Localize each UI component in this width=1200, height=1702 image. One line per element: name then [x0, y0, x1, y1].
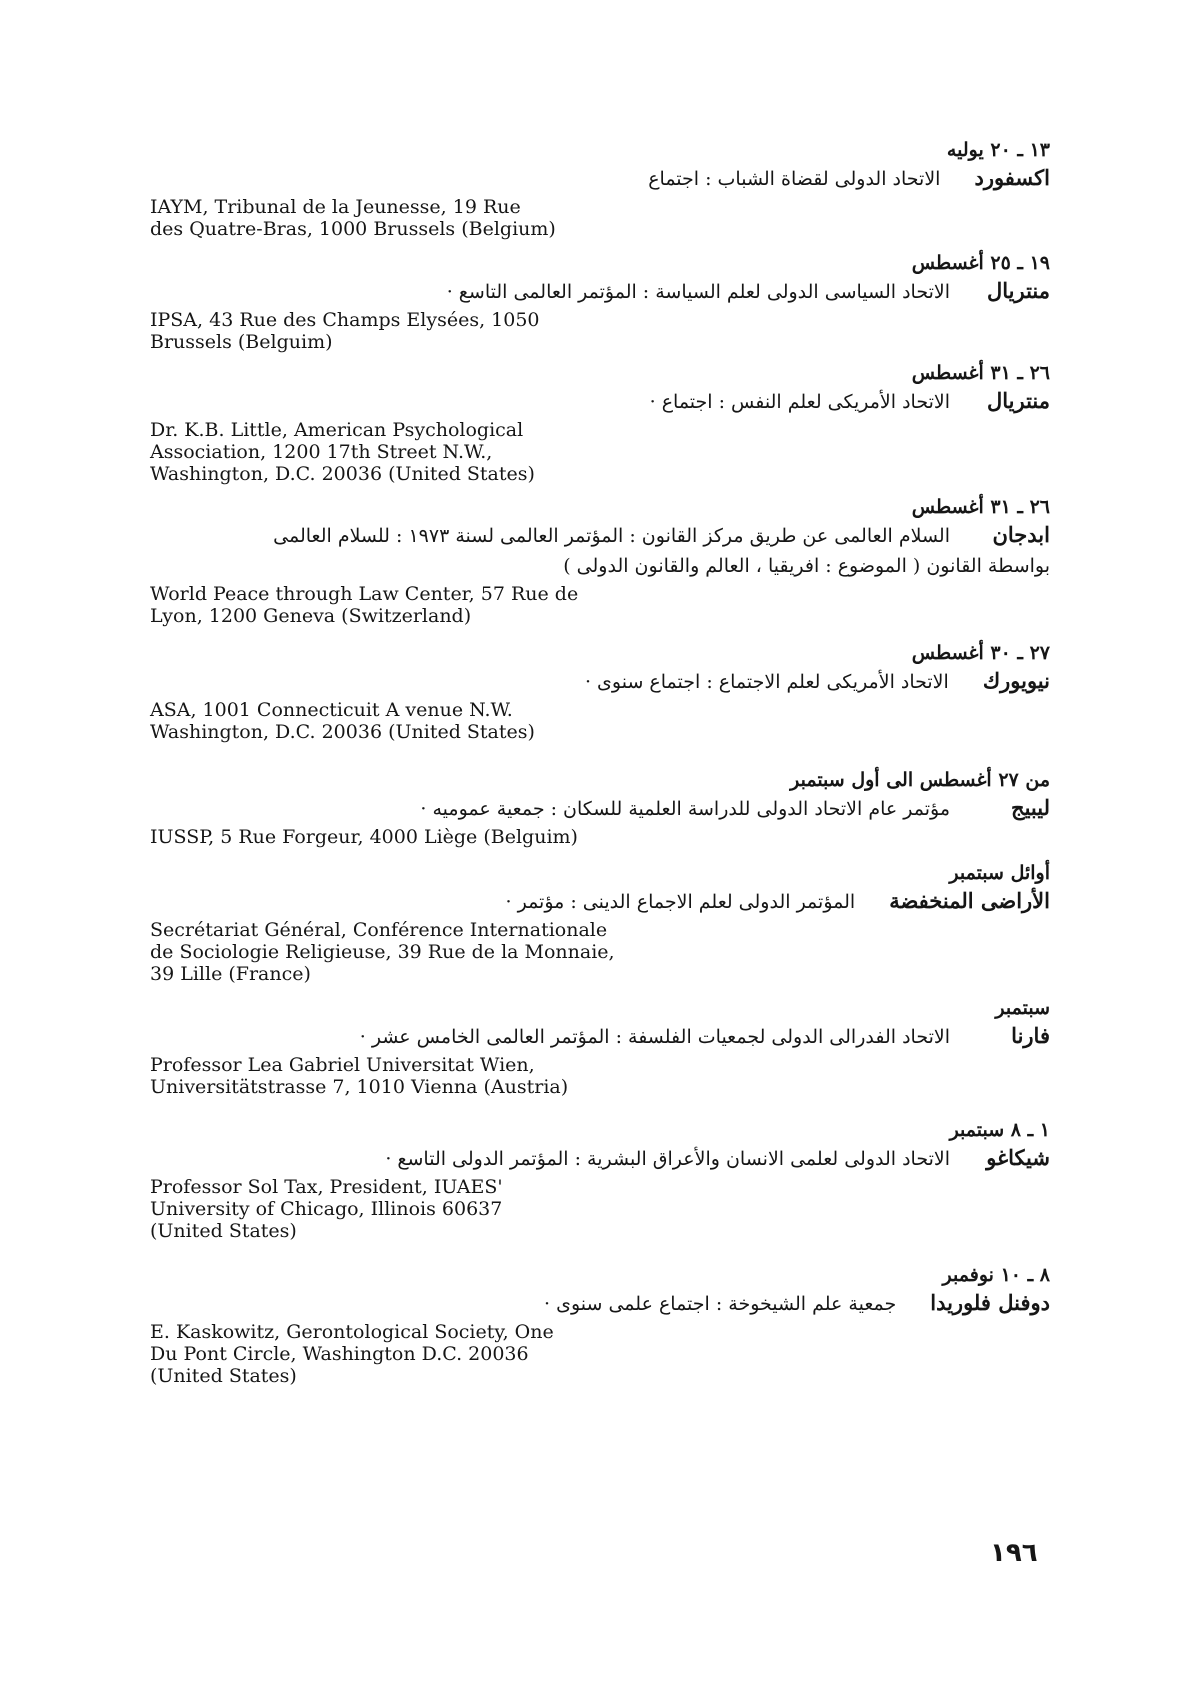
entry-date: أوائل سبتمبر [949, 862, 1050, 884]
entry-line [150, 386, 1050, 417]
address-line: (United States) [150, 1220, 297, 1242]
address-line: IAYM, Tribunal de la Jeunesse, 19 Rue [150, 196, 521, 218]
entry-city: ابدجان [992, 522, 1050, 547]
address-line: Universitätstrasse 7, 1010 Vienna (Austria) [150, 1076, 569, 1098]
entry-city: منتريال [986, 278, 1050, 303]
entry-city: الأراضى المنخفضة [889, 888, 1050, 913]
entry-description-continued: بواسطة القانون ( الموضوع : افريقيا ، العالم والقانون الدولى ) [563, 555, 1050, 577]
conference-entry [150, 1262, 1050, 1387]
entry-description: مؤتمر عام الاتحاد الدولى للدراسة العلمية للسكان : جمعية عموميه · [420, 798, 950, 820]
entry-description: الاتحاد الفدرالى الدولى لجمعيات الفلسفة : المؤتمر العالمى الخامس عشر · [359, 1026, 950, 1048]
conference-entry [150, 995, 1050, 1098]
entry-city: نيويورك [982, 668, 1050, 693]
entry-date: ١٣ ـ ٢٠ يوليه [946, 139, 1050, 161]
address-line: Dr. K.B. Little, American Psychological [150, 419, 524, 441]
entry-date: سبتمبر [995, 997, 1050, 1019]
entry-description: جمعية علم الشيخوخة : اجتماع علمى سنوى · [544, 1293, 897, 1315]
entry-city: شيكاغو [986, 1145, 1050, 1170]
address-line: World Peace through Law Center, 57 Rue de [150, 583, 579, 605]
entry-city: منتريال [986, 388, 1050, 413]
entry-date: ١ ـ ٨ سبتمبر [949, 1119, 1050, 1141]
entry-line [150, 276, 1050, 307]
entry-address [150, 1054, 1050, 1098]
entry-description: السلام العالمى عن طريق مركز القانون : المؤتمر العالمى لسنة ١٩٧٣ : للسلام العالمى [273, 525, 950, 547]
conference-entry [150, 1117, 1050, 1242]
entry-description: الاتحاد الدولى لقضاة الشباب : اجتماع [648, 168, 941, 190]
entry-city: اكسفورد [974, 165, 1050, 190]
conference-entry [150, 250, 1050, 353]
entry-line [150, 666, 1050, 697]
entry-address [150, 826, 1050, 848]
entry-date: ٢٦ ـ ٣١ أغسطس [911, 496, 1050, 518]
address-line: University of Chicago, Illinois 60637 [150, 1198, 503, 1220]
entry-address [150, 1176, 1050, 1242]
entry-address [150, 919, 1050, 985]
address-line: IUSSP, 5 Rue Forgeur, 4000 Liège (Belguim) [150, 826, 578, 848]
address-line: Brussels (Belguim) [150, 331, 333, 353]
entry-description: المؤتمر الدولى لعلم الاجماع الدينى : مؤتمر · [505, 891, 856, 913]
conference-entry [150, 767, 1050, 848]
entry-description: الاتحاد الدولى لعلمى الانسان والأعراق البشرية : المؤتمر الدولى التاسع · [385, 1148, 950, 1170]
address-line: IPSA, 43 Rue des Champs Elysées, 1050 [150, 309, 540, 331]
address-line: Washington, D.C. 20036 (United States) [150, 463, 535, 485]
entry-address [150, 583, 1050, 627]
address-line: de Sociologie Religieuse, 39 Rue de la Monnaie, [150, 941, 615, 963]
entry-line [150, 793, 1050, 824]
address-line: (United States) [150, 1365, 297, 1387]
address-line: Professor Lea Gabriel Universitat Wien, [150, 1054, 535, 1076]
conference-entry [150, 494, 1050, 627]
entry-address [150, 419, 1050, 485]
entry-date: من ٢٧ أغسطس الى أول سبتمبر [790, 769, 1050, 791]
entry-line [150, 1143, 1050, 1174]
entry-address [150, 309, 1050, 353]
entry-description: الاتحاد السياسى الدولى لعلم السياسة : المؤتمر العالمى التاسع · [446, 281, 950, 303]
address-line: Lyon, 1200 Geneva (Switzerland) [150, 605, 472, 627]
address-line: des Quatre-Bras, 1000 Brussels (Belgium) [150, 218, 556, 240]
address-line: Association, 1200 17th Street N.W., [150, 441, 493, 463]
address-line: Professor Sol Tax, President, IUAES' [150, 1176, 503, 1198]
entry-city: فارنا [1011, 1023, 1050, 1048]
entry-line [150, 163, 1050, 194]
entry-date: ٢٦ ـ ٣١ أغسطس [911, 362, 1050, 384]
page-number: ١٩٦ [990, 1538, 1038, 1568]
entry-description: الاتحاد الأمريكى لعلم النفس : اجتماع · [649, 391, 950, 413]
entry-date: ٢٧ ـ ٣٠ أغسطس [911, 642, 1050, 664]
address-line: Secrétariat Général, Conférence Internationale [150, 919, 608, 941]
conference-entry [150, 137, 1050, 240]
conference-entry [150, 860, 1050, 985]
conference-entry [150, 360, 1050, 485]
entry-date: ١٩ ـ ٢٥ أغسطس [911, 252, 1050, 274]
entry-line [150, 1021, 1050, 1052]
entry-line [150, 1288, 1050, 1319]
entry-date: ٨ ـ ١٠ نوفمبر [942, 1264, 1050, 1286]
address-line: Du Pont Circle, Washington D.C. 20036 [150, 1343, 529, 1365]
address-line: E. Kaskowitz, Gerontological Society, One [150, 1321, 554, 1343]
conference-entry [150, 640, 1050, 743]
entry-line [150, 520, 1050, 551]
entry-address [150, 699, 1050, 743]
entry-description: الاتحاد الأمريكى لعلم الاجتماع : اجتماع سنوى · [584, 671, 949, 693]
address-line: 39 Lille (France) [150, 963, 311, 985]
address-line: ASA, 1001 Connecticuit A venue N.W. [150, 699, 513, 721]
address-line: Washington, D.C. 20036 (United States) [150, 721, 535, 743]
entry-address [150, 1321, 1050, 1387]
entry-city: ليبيج [1011, 795, 1050, 820]
entry-city: دوفنل فلوريدا [930, 1290, 1050, 1315]
entry-line [150, 886, 1050, 917]
entry-address [150, 196, 1050, 240]
